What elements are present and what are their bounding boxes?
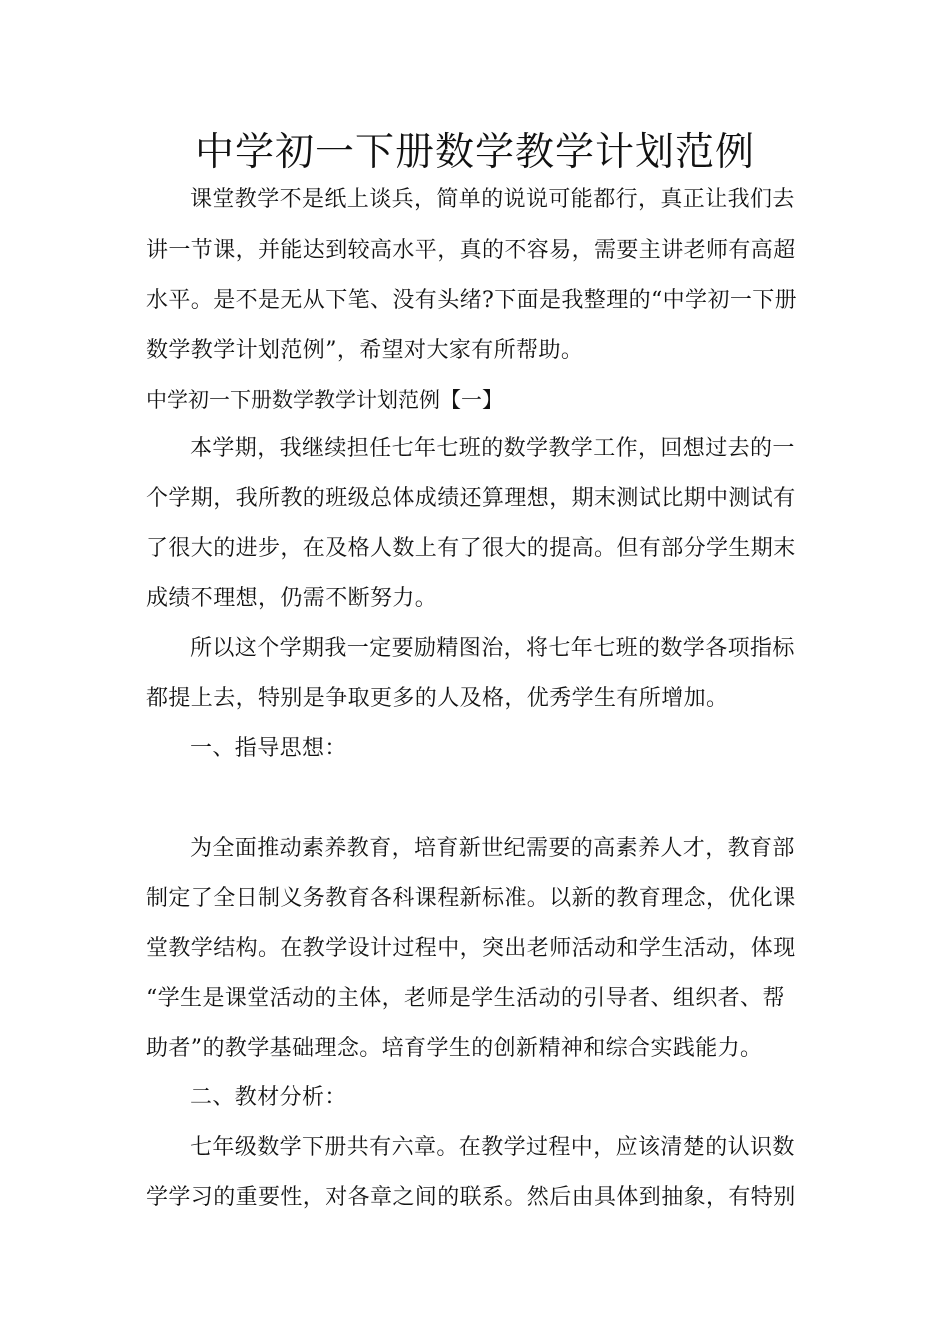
section-heading: 中学初一下册数学教学计划范例【一】 (146, 388, 503, 412)
paragraph-line: 助者”的教学基础理念。培育学生的创新精神和综合实践能力。 (146, 1036, 763, 1061)
paragraph-line: 堂教学结构。在教学设计过程中，突出老师活动和学生活动，体现 (146, 936, 796, 961)
paragraph-line: 个学期，我所教的班级总体成绩还算理想，期末测试比期中测试有 (146, 486, 796, 511)
paragraph-line: 学学习的重要性，对各章之间的联系。然后由具体到抽象，有特别 (146, 1185, 796, 1210)
paragraph-line: 七年级数学下册共有六章。在教学过程中，应该清楚的认识数 (190, 1135, 795, 1160)
document-title: 中学初一下册数学教学计划范例 (194, 130, 755, 175)
paragraph-line: 成绩不理想，仍需不断努力。 (146, 586, 438, 611)
paragraph-line: 为全面推动素养教育，培育新世纪需要的高素养人才，教育部 (190, 836, 795, 861)
paragraph-line: 制定了全日制义务教育各科课程新标准。以新的教育理念，优化课 (146, 886, 796, 911)
paragraph-line: “学生是课堂活动的主体，老师是学生活动的引导者、组织者、帮 (146, 986, 785, 1011)
paragraph-line: 水平。是不是无从下笔、没有头绪?下面是我整理的“中学初一下册 (146, 288, 798, 313)
paragraph-line: 讲一节课，并能达到较高水平，真的不容易，需要主讲老师有高超 (146, 238, 796, 263)
section-heading: 一、指导思想： (190, 736, 347, 761)
paragraph-line: 所以这个学期我一定要励精图治，将七年七班的数学各项指标 (190, 636, 795, 661)
paragraph-line: 了很大的进步，在及格人数上有了很大的提高。但有部分学生期末 (146, 536, 796, 561)
paragraph-line: 课堂教学不是纸上谈兵，简单的说说可能都行，真正让我们去 (190, 187, 795, 212)
section-heading: 二、教材分析： (190, 1085, 347, 1110)
paragraph-line: 数学教学计划范例”，希望对大家有所帮助。 (146, 338, 584, 363)
paragraph-line: 本学期，我继续担任七年七班的数学教学工作，回想过去的一 (190, 436, 795, 461)
paragraph-line: 都提上去，特别是争取更多的人及格，优秀学生有所增加。 (146, 686, 729, 711)
